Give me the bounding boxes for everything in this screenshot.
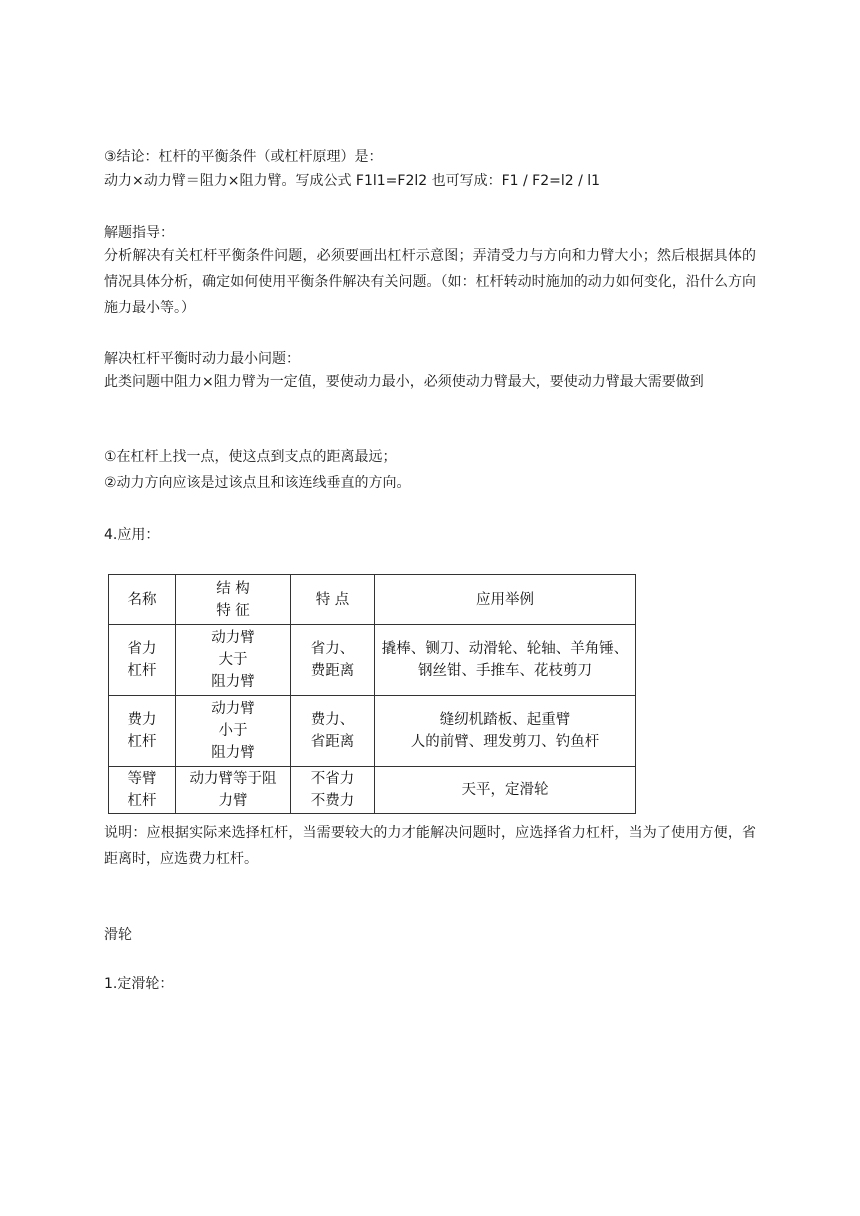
table-cell: 天平，定滑轮 <box>375 767 636 814</box>
table-cell: 等臂 杠杆 <box>109 767 176 814</box>
min-force-step-2: ②动力方向应该是过该点且和该连线垂直的方向。 <box>104 475 411 491</box>
header-cell: 应用举例 <box>375 575 636 625</box>
application-heading: 4.应用： <box>104 527 160 543</box>
conclusion-line-2: 动力×动力臂＝阻力×阻力臂。写成公式 F1l1=F2l2 也可写成：F1 / F2=l2 / l1 <box>104 173 601 189</box>
table-row <box>109 625 636 696</box>
table-cell: 动力臂等于阻 力臂 <box>176 767 291 814</box>
table-cell: 动力臂 小于 阻力臂 <box>176 696 291 767</box>
header-cell: 名称 <box>109 575 176 625</box>
table-cell: 费力、 省距离 <box>291 696 375 767</box>
guide-paragraph: 分析解决有关杠杆平衡条件问题，必须要画出杠杆示意图；弄清受力与方向和力臂大小；然后根据具体的情况具体分析，确定如何使用平衡条件解决有关问题。（如：杠杆转动时施加的动力如何变化，沿什么方向施力最小等。） <box>104 248 756 316</box>
note-paragraph: 说明：应根据实际来选择杠杆，当需要较大的力才能解决问题时，应选择省力杠杆，当为了使用方便，省距离时，应选费力杠杆。 <box>104 825 756 867</box>
header-cell: 特 点 <box>291 575 375 625</box>
table-cell: 费力 杠杆 <box>109 696 176 767</box>
table-cell: 动力臂 大于 阻力臂 <box>176 625 291 696</box>
lever-types-table <box>108 574 636 814</box>
table-cell: 省力、 费距离 <box>291 625 375 696</box>
conclusion-line-1: ③结论：杠杆的平衡条件（或杠杆原理）是： <box>104 149 383 165</box>
min-force-heading: 解决杠杆平衡时动力最小问题： <box>104 351 300 367</box>
table-row <box>109 696 636 767</box>
header-cell: 结 构 特 征 <box>176 575 291 625</box>
pulley-heading: 滑轮 <box>104 927 132 943</box>
fixed-pulley-heading: 1.定滑轮： <box>104 976 174 992</box>
guide-heading: 解题指导： <box>104 225 174 241</box>
min-force-paragraph: 此类问题中阻力×阻力臂为一定值，要使动力最小，必须使动力臂最大，要使动力臂最大需要做到 <box>104 374 704 390</box>
table-cell: 不省力 不费力 <box>291 767 375 814</box>
table-cell: 省力 杠杆 <box>109 625 176 696</box>
table-cell: 缝纫机踏板、起重臂 人的前臂、理发剪刀、钓鱼杆 <box>375 696 636 767</box>
table-cell: 撬棒、铡刀、动滑轮、轮轴、羊角锤、 钢丝钳、手推车、花枝剪刀 <box>375 625 636 696</box>
table-row <box>109 767 636 814</box>
table-header-row <box>109 575 636 625</box>
min-force-step-1: ①在杠杆上找一点，使这点到支点的距离最远； <box>104 449 397 465</box>
